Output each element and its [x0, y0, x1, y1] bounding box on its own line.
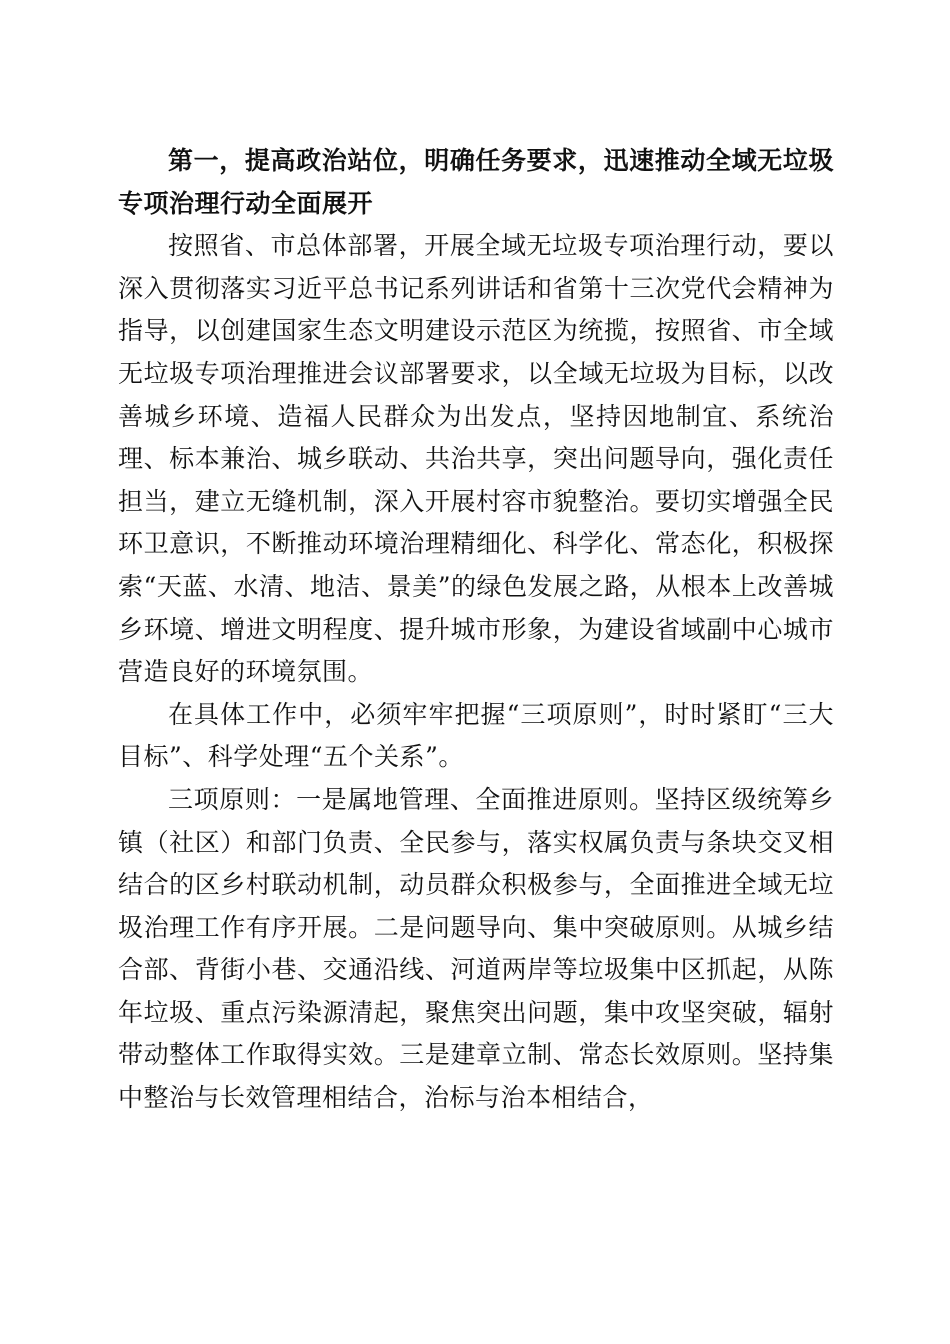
document-body [118, 140, 834, 1120]
body-paragraph: 按照省、市总体部署，开展全域无垃圾专项治理行动，要以深入贯彻落实习近平总书记系列讲话和省第十三次党代会精神为指导，以创建国家生态文明建设示范区为统揽，按照省、市全域无垃圾专项治理推进会议部署要求，以全域无垃圾为目标，以改善城乡环境、造福人民群众为出发点，坚持因地制宜、系统治理、标本兼治、城乡联动、共治共享，突出问题导向，强化责任担当，建立无缝机制，深入开展村容市貌整治。要切实增强全民环卫意识，不断推动环境治理精细化、科学化、常态化，积极探索“天蓝、水清、地洁、景美”的绿色发展之路，从根本上改善城乡环境、增进文明程度、提升城市形象，为建设省域副中心城市营造良好的环境氛围。 [118, 231, 834, 687]
body-paragraph: 三项原则：一是属地管理、全面推进原则。坚持区级统筹乡镇（社区）和部门负责、全民参与，落实权属负责与条块交叉相结合的区乡村联动机制，动员群众积极参与，全面推进全域无垃圾治理工作有序开展。二是问题导向、集中突破原则。从城乡结合部、背街小巷、交通沿线、河道两岸等垃圾集中区抓起，从陈年垃圾、重点污染源清起，聚焦突出问题，集中攻坚突破，辐射带动整体工作取得实效。三是建章立制、常态长效原则。坚持集中整治与长效管理相结合，治标与治本相结合， [118, 784, 834, 1113]
body-paragraph: 在具体工作中，必须牢牢把握“三项原则”，时时紧盯“三大目标”、科学处理“五个关系”。 [118, 699, 834, 772]
section-heading: 第一，提高政治站位，明确任务要求，迅速推动全域无垃圾专项治理行动全面展开 [118, 146, 834, 218]
